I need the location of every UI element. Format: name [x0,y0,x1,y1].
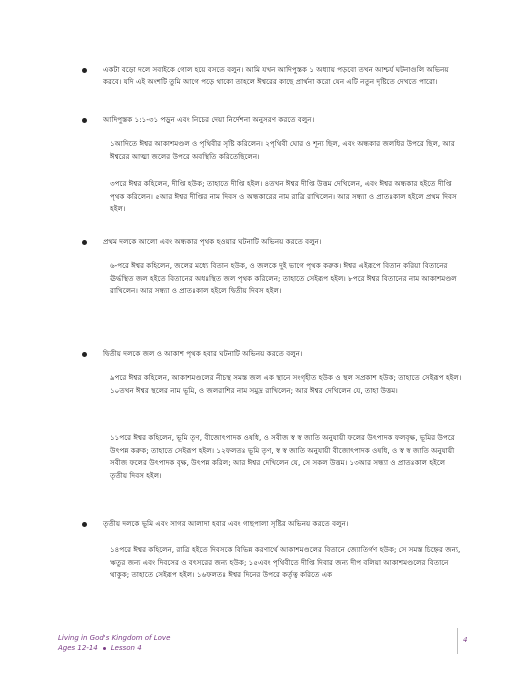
scripture-paragraph: ১৪পরে ঈশ্বর কহিলেন, রাত্রি হইতে দিবসকে বিভিন্ন করণার্থে আকাশমণ্ডলের বিতানে জ্যোতির্গণ হউক; সে সমস্ত চিহ্নের জন্য, ঋতুর জন্য এবং দিবসের ও বৎসরের জন্য হউক; ১৫এবং পৃথিবীতে দীপ্তি দিবার জন্য দীপ বলিয়া আকাশমণ্ডলের বিতানে থাকুক; তাহাতে সেইরূপ হইল। ১৬ফলতঃ ঈশ্বর দিনের উপরে কর্তৃত্ব করিতে এক [110,545,461,580]
bullet-dot-icon [82,352,87,357]
footer-title: Living in God's Kingdom of Love [58,634,171,642]
scripture-paragraph: ৯পরে ঈশ্বর কহিলেন, আকাশমণ্ডলের নীচস্থ সমস্ত জল এক স্থানে সংগৃহীত হউক ও স্থল সপ্রকাশ হউক; তাহাতে সেইরূপ হইল। ১০তখন ঈশ্বর স্থলের নাম ভূমি, ও জলরাশির নাম সমুদ্র রাখিলেন; আর ঈশ্বর দেখিলেন যে, তাহা উত্তম। [110,373,462,395]
bullet-dot-icon [82,68,87,73]
instruction-bullet [82,518,462,530]
bullet-text: তৃতীয় দলকে ভূমি এবং সাগর আলাদা হবার এবং গাছপালা সৃষ্টির অভিনয় করতে বলুন। [103,519,349,528]
bullet-text: আদিপুস্তক ১:১-৩১ পড়ুন এবং নিচের দেয়া নির্দেশনা অনুসরণ করতে বলুন। [103,115,315,124]
scripture-paragraph: ৬-পরে ঈশ্বর কহিলেন, জলের মধ্যে বিতান হউক, ও জলকে দুই ভাগে পৃথক করুক। ঈশ্বর এইরূপে বিতান করিয়া বিতানের ঊর্দ্ধস্থিত জল হইতে বিতানের অধঃস্থিত জল পৃথক করিলেন; তাহাতে সেইরূপ হইল। ৮পরে ঈশ্বর বিতানের নাম আকাশমণ্ডল রাখিলেন। আর সন্ধ্যা ও প্রাতঃকাল হইলে দ্বিতীয় দিবস হইল। [110,261,457,296]
instruction-bullet [82,114,462,126]
scripture-paragraph: ৩পরে ঈশ্বর কহিলেন, দীপ্তি হউক; তাহাতে দীপ্তি হইল। ৪তখন ঈশ্বর দীপ্তি উত্তম দেখিলেন, এবং ঈশ্বর অন্ধকার হইতে দীপ্তি পৃথক করিলেন। ৫আর ঈশ্বর দীপ্তির নাম দিবস ও অন্ধকারের নাম রাত্রি রাখিলেন। আর সন্ধ্যা ও প্রাতঃকাল হইলে প্রথম দিবস হইল। [110,179,457,214]
bullet-text: দ্বিতীয় দলকে জল ও আকাশ পৃথক হবার ঘটনাটি অভিনয় করতে বলুন। [103,349,303,358]
instruction-bullet [82,348,462,360]
bullet-separator-icon [103,647,106,650]
footer-subtitle [58,643,170,653]
bullet-dot-icon [82,118,87,123]
footer-ages: Ages 12-14 [58,644,98,652]
page-number: 4 [463,636,468,644]
instruction-bullet [82,64,462,88]
bullet-dot-icon [82,522,87,527]
bullet-text: একটা বড়ো দলে সবাইকে গোল হয়ে বসতে বলুন। আমি যখন আদিপুস্তক ১ অধ্যায় পড়বো তখন আশ্চর্য ঘটনাগুলি অভিনয় করবে। যদি এই অংশটি তুমি আগে পড়ে থাকো তাহলে ঈশ্বরের কাছে প্রার্থনা করো যেন এটি নতুন দৃষ্টিতে দেখতে পারো। [103,65,449,86]
scripture-paragraph: ১১পরে ঈশ্বর কহিলেন, ভূমি তৃণ, বীজোৎপাদক ওষধি, ও সবীজ স্ব স্ব জাতি অনুযায়ী ফলের উৎপাদক ফলবৃক্ষ, ভূমির উপরে উৎপন্ন করুক; তাহাতে সেইরূপ হইল। ১২ফলতঃ ভূমি তৃণ, স্ব স্ব জাতি অনুযায়ী বীজোৎপাদক ওষধি, ও স্ব স্ব জাতি অনুযায়ী সবীজ ফলের উৎপাদক বৃক্ষ, উৎপন্ন করিল; আর ঈশ্বর দেখিলেন যে, সে সকল উত্তম। ১৩আর সন্ধ্যা ও প্রাতঃকাল হইলে তৃতীয় দিবস হইল। [110,433,455,480]
footer-lesson: Lesson 4 [110,644,142,652]
footer-divider [457,628,458,654]
scripture-paragraph: ১আদিতে ঈশ্বর আকাশমণ্ডল ও পৃথিবীর সৃষ্টি করিলেন। ২পৃথিবী ঘোর ও শূন্য ছিল, এবং অন্ধকার জলধির উপরে ছিল, আর ঈশ্বরের আত্মা জলের উপরে অবস্থিতি করিতেছিলেন। [110,139,455,161]
instruction-bullet [82,236,462,248]
bullet-dot-icon [82,240,87,245]
bullet-text: প্রথম দলকে আলো এবং অন্ধকার পৃথক হওয়ার ঘটনাটি অভিনয় করতে বলুন। [103,237,322,246]
footer [58,633,170,653]
